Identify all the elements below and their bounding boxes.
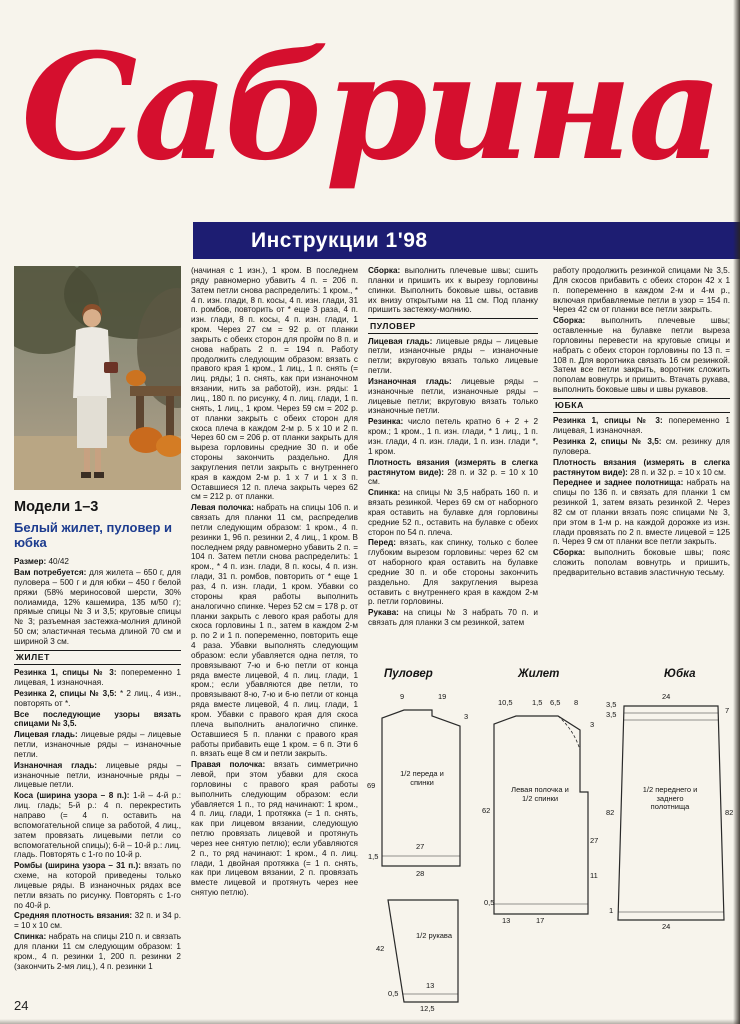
issue-banner (193, 222, 740, 259)
instruction-paragraph: Лицевая гладь: лицевые ряды – лицевые петли, изнаночные ряды – изнаночные петли. (14, 730, 181, 759)
measurement-skirt-band2: 3,5 (606, 710, 617, 719)
column-4 (553, 266, 730, 668)
instruction-paragraph: Сборка: выполнить боковые швы; пояс сложить пополам вовнутрь и пришить, предварительно вставив эластичную тесьму. (553, 548, 730, 577)
measurement-neck-depth: 3 (464, 712, 469, 721)
paragraph-lead: Левая полочка: (191, 503, 257, 513)
measurement-skirt-band1: 3,5 (606, 700, 617, 709)
item-title: Белый жилет, пуловер и юбка (14, 520, 173, 551)
paragraph-lead: Размер: (14, 557, 49, 567)
model-photo (14, 266, 181, 490)
schematic-label-vest: Жилет (518, 668, 560, 680)
measurement-vest-neck-depth: 3 (590, 720, 595, 729)
paragraph-lead: Резинка 1, спицы № 3: (553, 416, 669, 426)
instruction-paragraph: Резинка 1, спицы № 3: попеременно 1 лицевая, 1 изнаночная. (553, 416, 730, 436)
instruction-paragraph: Плотность вязания (измерять в слегка растянутом виде): 28 п. и 32 р. = 10 х 10 см. (368, 457, 538, 487)
column-1 (14, 266, 181, 1008)
instruction-paragraph: Размер: 40/42 (14, 557, 69, 567)
paragraph-lead: Резинка 2, спицы № 3,5: (553, 436, 666, 446)
schematic-label-pullover: Пуловер (384, 668, 433, 680)
measurement-vest-rib: 0,5 (484, 898, 495, 907)
section-heading: ЖИЛЕТ (14, 650, 181, 665)
paragraph-lead: Правая полочка: (191, 760, 274, 770)
measurement-vest-hem-side: 11 (590, 871, 598, 880)
measurement-vest-neck-width: 6,5 (550, 698, 561, 707)
column-1-text (14, 557, 181, 971)
measurement-skirt-waist: 24 (662, 692, 671, 701)
paragraph-lead: Лицевая гладь: (14, 730, 81, 740)
diagram-vest (482, 686, 600, 928)
measurement-sleeve-length: 42 (376, 944, 385, 953)
measurement-skirt-hem: 24 (662, 922, 671, 931)
measurement-vest-shoulder: 10,5 (498, 698, 513, 707)
instruction-paragraph: Резинка 1, спицы № 3: попеременно 1 лицевая, 1 изнаночная. (14, 668, 181, 688)
diagram-pullover-sleeve (376, 886, 472, 1016)
diagram-skirt (606, 690, 734, 934)
piece-label-sleeve: 1/2 рукава (415, 931, 453, 940)
piece-label-skirt: 1/2 переднего и заднего полотнища (642, 785, 698, 812)
paragraph-lead: Резинка 1, спицы № 3: (14, 668, 122, 678)
paragraph-lead: Резинка: (368, 417, 409, 427)
measurement-skirt-hip: 7 (725, 706, 730, 715)
paragraph-lead: Коса (ширина узора – 8 п.): (14, 791, 134, 801)
paragraph-lead: Все последующие узоры вязать спицами № 3,5. (14, 709, 181, 729)
instruction-paragraph: Плотность вязания (измерять в слегка растянутом виде): 28 п. и 32 р. = 10 х 10 см. (553, 457, 730, 477)
instruction-paragraph: Рукава: на спицы № 3 набрать 70 п. и связать для планки 3 см резинкой, затем (368, 608, 538, 628)
instruction-paragraph: Правая полочка: вязать симметрично левой, при этом убавки для скоса горловины с правого края работы выполнить следующим образом: если убавляется 1 п., то ряд начинают: 1 кром., 4 п. лиц. глади, 1 протяжка (= 1 п. снять, как при лицевом вязании, следующую петлю провязать лицевой и протянуть через нее снятую петлю); если убавляются 2 п., то ряд начинают: 1 кром., 4 п. лиц. глади, 1 двойная протяжка (= 1 п. снять, как при лицевом вязании, 2 п. провязать вместе лицевой и протянуть через нее снятую петлю). (191, 760, 358, 898)
measurement-sleeve-top: 13 (426, 981, 435, 990)
instruction-paragraph: Лицевая гладь: лицевые ряды – лицевые петли, изнаночные ряды – изнаночные петли; вкруговую вязать только лицевые петли. (368, 336, 538, 376)
instruction-paragraph: Изнаночная гладь: лицевые ряды – изнаночные петли, изнаночные ряды – лицевые петли. (14, 760, 181, 790)
instruction-paragraph (14, 710, 181, 730)
measurement-vest-front-width: 13 (502, 916, 511, 925)
measurement-hem: 28 (416, 869, 425, 878)
measurement-skirt-length-left: 82 (606, 808, 615, 817)
measurement-shoulder: 9 (400, 692, 405, 701)
paragraph-lead: Изнаночная гладь: (368, 376, 462, 386)
paragraph-lead: Спинка: (14, 932, 49, 942)
measurement-vest-notch: 1,5 (532, 698, 543, 707)
instruction-paragraph: Вам потребуется: для жилета – 650 г, для пуловера – 500 г и для юбки – 450 г белой пряжи (58% мериносовой шерсти, 30% полиамида, 12% кашемира, 135 м/50 г); прямые спицы № 3 и 3,5; круговые спицы № 3; разъемная застежка-молния длиной 50 см; эластичная тесьма длиной 70 см и шириной 3 см. (14, 568, 181, 647)
measurement-length: 69 (367, 781, 376, 790)
instruction-paragraph: Изнаночная гладь: лицевые ряды – изнаночные петли, изнаночные ряды – лицевые петли; вкруговую вязать только изнаночные петли. (368, 376, 538, 416)
instruction-paragraph: работу продолжить резинкой спицами № 3,5. Для скосов прибавить с обеих сторон 42 х 1 п. попеременно в каждом 2-м и 4-м р., включая прибавляемые петли в узор = 154 п. Через 42 см от планки все петли закрыть. (553, 266, 730, 315)
instruction-paragraph: Перед: вязать, как спинку, только с более глубоким вырезом горловины: через 62 см от наборного края оставить на булавке средние 30 п. и обе стороны закончить раздельно. Для закругления выреза оставить с внутреннего края в каждом 2-м р. петли горловины. (368, 538, 538, 607)
paragraph-lead: Сборка: (553, 548, 594, 558)
measurement-skirt-length-right: 82 (725, 808, 734, 817)
vest-outline (482, 686, 600, 928)
scan-shadow-bottom (0, 1019, 740, 1024)
instruction-paragraph: Сборка: выполнить плечевые швы; сшить планки и пришить их к вырезу горловины спинки. Выполнить боковые швы, оставив их внизу открытыми на 11 см. Под планку пришить застежку-молнию. (368, 266, 538, 315)
piece-label-vest: Левая полочка и 1/2 спинки (511, 785, 569, 803)
instruction-paragraph: Спинка: набрать на спицы 210 п. и связать для планки 11 см следующим образом: 1 кром., 4 п. резинки 1, 200 п. резинки 2 (закончить 2-мя лиц.), 4 п. резинки 1 (14, 932, 181, 971)
instruction-paragraph: Резинка 2, спицы № 3,5: * 2 лиц., 4 изн., повторять от *. (14, 688, 181, 708)
paragraph-lead: Вам потребуется: (14, 568, 90, 578)
instruction-paragraph: Резинка 2, спицы № 3,5: см. резинку для пуловера. (553, 436, 730, 456)
instruction-paragraph: Спинка: на спицы № 3,5 набрать 160 п. и вязать резинкой. Через 69 см от наборного края оставить на булавке для горловины средние 52 п., оставить на булавке с обеих сторон по 54 п. плеча. (368, 488, 538, 537)
schematic-label-skirt: Юбка (664, 668, 696, 680)
diagram-pullover-body (366, 686, 474, 882)
page-number: 24 (14, 998, 29, 1013)
measurement-vest-neck-side: 8 (574, 698, 579, 707)
skirt-outline (606, 690, 734, 934)
instruction-paragraph: Левая полочка: набрать на спицы 106 п. и связать для планки 11 см, распределив петли следующим образом: 1 кром., 4 п. резинки 1, 96 п. резинки 2, 4 лиц., 1 кром. В последнем ряду равномерно убавить 2 п. = 104 п. Затем петли снова распределить: 1 кром., * 4 п. изн. глади, 8 п. косы, 4 п. изн. глади, 31 п. ромбов, повторить от * еще 1 раз, 4 п. изн. глади, 1 кром. Убавки со стороны края работы выполнить аналогично спинке. Через 52 см = 178 р. от планки закрыть с левого края работы для скоса горловины 1 п., затем в каждом 2-м р. по 2 и 1 п. попеременно, повторить еще 4 раза. Убавки выполнять следующим образом: если убавляется одна петля, то провязывают 7-ю и 6-ю петли от конца ряда вместе лицевой, 4 п. лиц. глади, 1 кром.; если убавляются две петли, то провязывают 8-ю, 7-ю и 6-ю петли от конца ряда вместе лицевой, 4 п. лиц. глади, 1 кром. Убавки с правого края для скоса плеча выполнить аналогично спинке. Оставшиеся 5 п. планки с правого края работы прибавить еще 1 кром. = 6 п. Эти 6 п. вязать еще 8 см и петли закрыть. (191, 503, 358, 759)
instruction-paragraph: Средняя плотность вязания: 32 п. и 34 р. = 10 х 10 см. (14, 911, 181, 931)
measurement-rib: 1,5 (368, 852, 379, 861)
column-2 (191, 266, 358, 1008)
paragraph-lead: Переднее и заднее полотнища: (553, 478, 687, 488)
measurement-chest: 27 (416, 842, 425, 851)
measurement-sleeve-rib: 0,5 (388, 989, 399, 998)
schematics (366, 668, 734, 1018)
paragraph-lead: Сборка: (368, 266, 405, 275)
piece-label-pullover-body: 1/2 переда и спинки (400, 769, 444, 787)
paragraph-lead: Сборка: (553, 316, 602, 326)
paragraph-lead: Рукава: (368, 608, 404, 618)
paragraph-lead: Ромбы (ширина узора – 31 п.): (14, 861, 145, 871)
magazine-title: Сабрина (21, 22, 719, 193)
column-3 (368, 266, 538, 668)
measurement-neck: 19 (438, 692, 447, 701)
instruction-paragraph: (начиная с 1 изн.), 1 кром. В последнем ряду равномерно убавить 4 п. = 206 п. Затем петли снова распределить: 1 кром., * 4 п. изн. глади, 8 п. косы, 4 п. изн. глади, 31 п. ромбов, повторить от * еще 3 раза, 4 п. изн. глади, 8 п. косы, 4 п. изн. глади, 1 кром. Через 27 см = 92 р. от планки закрыть с обеих сторон для пройм по 8 п. и снова набрать 2 п. = 194 п. Работу продолжить следующим образом: вязать с правого края 1 кром., 1 лиц., 1 п. снять (= лиц. ряды; 1 п. снять, как при изнаночном вязании, нить за работой), изн. ряды: 1 лиц., 180 п. по рисунку, 4 п. лиц. глади, 1 п. снять, 1 лиц., 1 кром. Через 59 см = 202 р. от планки закрыть с обеих сторон для скоса плеча в каждом 2-м р. 5 х 10 и 2 п. Через 60 см = 206 р. от планки закрыть для выреза горловины средние 30 п. и обе стороны закончить раздельно. Для закругления петли закрыть с внутреннего края в каждом 2-м р. 1 х 7 и 1 х 3 п. Оставшиеся 12 п. плеча закрыть через 62 см = 212 р. от планки. (191, 266, 358, 502)
models-heading: Модели 1–3 (14, 499, 99, 515)
instruction-paragraph: Переднее и заднее полотнища: набрать на спицы по 136 п. и связать для планки 1 см резинкой 1, затем вязать резинкой 2. Через 82 см от планки вязать пояс спицами № 3, при этом в 1-м р. на каждой дорожке из изн. глади провязать по 2 п. вместе лицевой = 125 п. Через 9 см от планки все петли закрыть. (553, 478, 730, 547)
paragraph-lead: Спинка: (368, 488, 404, 498)
issue-banner-text: Инструкции 1'98 (251, 228, 428, 252)
scan-shadow-right (733, 0, 740, 1024)
section-heading: ПУЛОВЕР (368, 318, 538, 333)
paragraph-lead: Резинка 2, спицы № 3,5: (14, 688, 120, 698)
instruction-paragraph: Ромбы (ширина узора – 31 п.): вязать по схеме, на которой приведены только лицевые ряды. В изнаночных рядах все петли вязать по рисунку. Повторять с 1-го по 40-й р. (14, 861, 181, 910)
measurement-vest-hem: 17 (536, 916, 545, 925)
instruction-paragraph: Коса (ширина узора – 8 п.): 1-й – 4-й р.: лиц. гладь; 5-й р.: 4 п. перекрестить направо (= 4 п. оставить на вспомогательной спице за работой, 4 лиц., затем провязать лицевыми петли со вспомогательной спицы); 6-й – 10-й р.: лиц. гладь. Повторять с 1-го по 10-й р. (14, 791, 181, 860)
paragraph-lead: Плотность вязания (измерять в слегка растянутом виде): (368, 457, 538, 477)
instruction-paragraph: Сборка: выполнить плечевые швы; оставленные на булавке петли выреза горловины перевести на круговые спицы и набрать с обеих сторон горловины по 13 п. = 108 п. Для воротника связать 16 см резинкой. Затем все петли закрыть, воротник сложить пополам вовнутрь и пришить. Втачать рукава, выполнить боковые швы и швы рукавов. (553, 316, 730, 395)
measurement-vest-armhole: 27 (590, 836, 599, 845)
instruction-paragraph: Резинка: число петель кратно 6 + 2 + 2 кром.; 1 кром., 1 п. изн. глади, * 1 лиц., 1 п. изн. глади, 4 п. изн. глади, 1 п. изн. глади *, 1 кром. (368, 417, 538, 456)
paragraph-lead: Перед: (368, 538, 400, 548)
measurement-vest-length: 62 (482, 806, 491, 815)
measurement-cuff: 12,5 (420, 1004, 435, 1013)
section-heading: ЮБКА (553, 398, 730, 413)
paragraph-lead: Лицевая гладь: (368, 336, 437, 346)
paragraph-lead: Изнаночная гладь: (14, 760, 106, 770)
paragraph-lead: Плотность вязания (измерять в слегка растянутом виде): (553, 457, 730, 477)
measurement-skirt-rib: 1 (609, 906, 614, 915)
paragraph-lead: Средняя плотность вязания: (14, 911, 135, 921)
